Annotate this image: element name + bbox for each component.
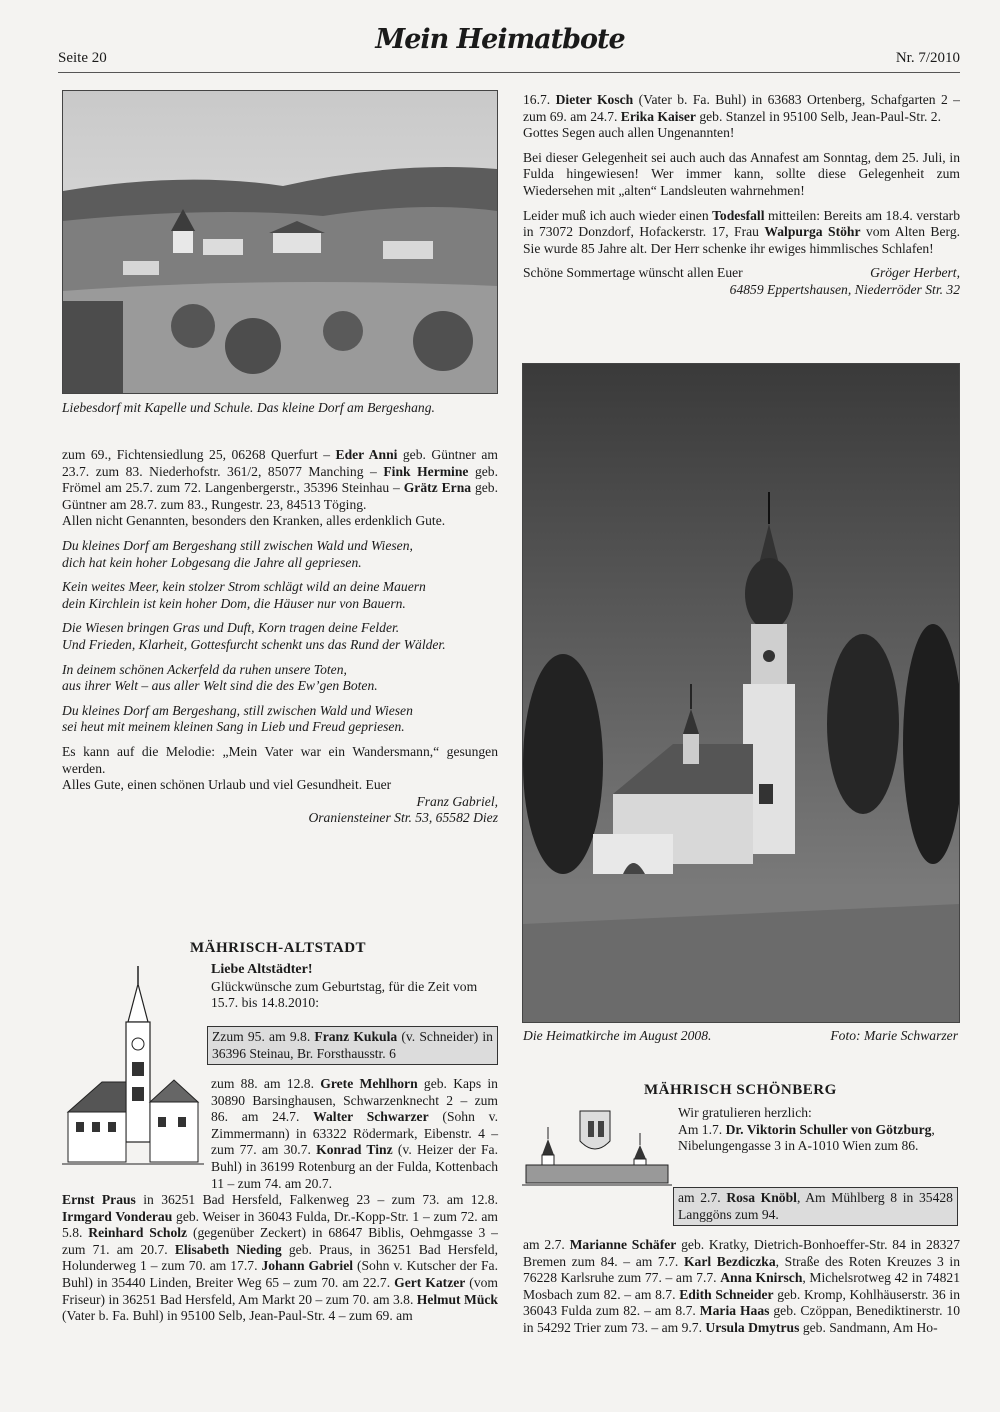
page-number: Seite 20 xyxy=(58,50,107,66)
salutation: Liebe Altstädter! xyxy=(211,962,313,977)
signature-name-right: Gröger Herbert, xyxy=(870,265,960,281)
death-notice: Leider muß ich auch wieder einen Todesfall mitteilen: Bereits am 18.4. verstarb in 73072 Donzdorf, Hofackerstr. 17, Frau Walpurga Stöhr vom Alten Berg. Sie wurde 85 Jahre alt. Der Herr schenke ihr ewiges himmlisches Schlafen! xyxy=(523,207,961,256)
poem-line: aus ihrer Welt – aus aller Welt sind die des Ew’gen Boten. xyxy=(62,678,378,694)
church-photo xyxy=(522,363,960,1023)
poem-line: Die Wiesen bringen Gras und Duft, Korn tragen deine Felder. xyxy=(62,620,400,636)
poem xyxy=(62,538,498,736)
intro-text: Glückwünsche zum Geburtstag, für die Zeit vom 15.7. bis 14.8.2010: xyxy=(211,978,478,1011)
section-heading-altstadt: MÄHRISCH-ALTSTADT xyxy=(190,940,367,956)
birthday-list-wide: Ernst Praus in 36251 Bad Hersfeld, Falkenweg 23 – zum 73. am 12.8. Irmgard Vonderau geb. Weiser in 36043 Fulda, Dr.-Kopp-Str. 1 – zum 72. am 5.8. Reinhard Scholz (gegenüber Zeckert) in 68647 Biblis, Oehmgasse 3 – zum 71. am 20.7. Elisabeth Nieding geb. Praus, in 36251 Bad Hersfeld, Holunderweg 1 – zum 70. am 17.7. Johann Gabriel (Sohn v. Kutscher der Fa. Buhl) in 35440 Linden, Breiter Weg 65 – zum 70. am 22.7. Gert Katzer (vom Friseur) in 36251 Bad Hersfeld, Am Markt 20 – zum 70. am 3.8. Helmut Mück (Vater b. Fa. Buhl) in 95100 Selb, Jean-Paul-Str. 4 – zum 69. am xyxy=(62,1192,498,1324)
church-photo-credit: Foto: Marie Schwarzer xyxy=(830,1028,958,1043)
signature-name: Franz Gabriel, xyxy=(416,793,498,809)
church-photo-caption: Die Heimatkirche im August 2008. xyxy=(523,1028,712,1043)
right-column-text xyxy=(523,92,960,299)
schoenberg-congrats: Wir gratulieren herzlich: Am 1.7. Dr. Viktorin Schuller von Götzburg, Nibelungengasse 3 in A-1010 Wien zum 86. xyxy=(678,1105,935,1154)
birthday-list-upper: zum 69., Fichtensiedlung 25, 06268 Querfurt – Eder Anni geb. Güntner am 23.7. zum 83. Niederhofstr. 361/2, 85077 Manching – Fink Hermine geb. Frömel am 25.7. zum 72. Langenbergerstr., 35396 Steinhau – Grätz Erna geb. Güntner am 28.7. zum 83., Rungestr. 23, 84513 Töging. xyxy=(62,447,499,512)
blessing-text: Gottes Segen auch allen Ungenannten! xyxy=(523,125,735,141)
highlight-box-schoenberg: am 2.7. Rosa Knöbl, Am Mühlberg 8 in 35428 Langgöns zum 94. xyxy=(673,1187,958,1226)
birthday-continuation: 16.7. Dieter Kosch (Vater b. Fa. Buhl) in 63683 Ortenberg, Schafgarten 2 – zum 69. am 24.7. Erika Kaiser geb. Stanzel in 95100 Selb, Jean-Paul-Str. 2. xyxy=(523,92,960,124)
poem-line: Du kleines Dorf am Bergeshang, still zwischen Wald und Wiesen xyxy=(62,702,413,718)
poem-line: Du kleines Dorf am Bergeshang still zwischen Wald und Wiesen, xyxy=(62,537,413,553)
poem-line: Und Frieden, Klarheit, Gottesfurcht schenkt uns das Rund der Wälder. xyxy=(62,636,446,652)
summer-wishes: Schöne Sommertage wünscht allen Euer xyxy=(523,265,743,281)
altstadt-intro xyxy=(211,962,498,1012)
schoenberg-town-sketch xyxy=(522,1105,672,1191)
highlight-box-altstadt: Zzum 95. am 9.8. Franz Kukula (v. Schneider) in 36396 Steinau, Br. Forsthausstr. 6 xyxy=(207,1026,498,1065)
townhall-sketch xyxy=(62,962,204,1184)
section-heading-schoenberg: MÄHRISCH SCHÖNBERG xyxy=(644,1082,837,1098)
village-photo xyxy=(62,90,498,394)
signature-address: Oraniensteiner Str. 53, 65582 Diez xyxy=(308,810,498,826)
poem-line: Kein weites Meer, kein stolzer Strom schlägt wild an deine Mauern xyxy=(62,579,426,595)
signature-address-right: 64859 Eppertshausen, Niederröder Str. 32 xyxy=(729,281,960,297)
header-rule xyxy=(58,72,960,73)
melody-note: Es kann auf die Melodie: „Mein Vater war ein Wandersmann,“ gesungen werden. xyxy=(62,743,498,776)
poem-line: dein Kirchlein ist kein hoher Dom, die Häuser nur von Bauern. xyxy=(62,595,406,611)
masthead-title: Mein Heimatbote xyxy=(375,24,625,55)
greeting-text: Allen nicht Genannten, besonders den Kranken, alles erdenklich Gute. xyxy=(62,513,446,529)
poem-line: dich hat kein hoher Lobgesang die Jahre all gepriesen. xyxy=(62,554,362,570)
poem-line: In deinem schönen Ackerfeld da ruhen unsere Toten, xyxy=(62,661,347,677)
birthday-list-narrow: zum 88. am 12.8. Grete Mehlhorn geb. Kaps in 30890 Barsinghausen, Schwarzenknecht 2 – zum 86. am 24.7. Walter Schwarzer (Sohn v. Zimmermann) in 63322 Rödermark, Eibenstr. 4 – zum 77. am 30.7. Konrad Tinz (v. Heizer der Fa. Buhl) in 36199 Rotenburg an der Fulda, Kottenbach 11 – zum 74. am 20.7. xyxy=(211,1076,498,1191)
birthday-list-schoenberg: am 2.7. Marianne Schäfer geb. Kratky, Dietrich-Bonhoeffer-Str. 84 in 28327 Bremen zum 84. – am 7.7. Karl Bezdiczka, Straße des Roten Kreuzes 3 in 76228 Karlsruhe zum 77. – am 7.7. Anna Knirsch, Michelsrotweg 42 in 74821 Mosbach zum 82. – am 8.7. Edith Schneider geb. Kromp, Kohlhäuserstr. 36 in 36043 Fulda zum 82. – am 8.7. Maria Haas geb. Czöppan, Benediktinerstr. 10 in 54292 Trier zum 73. – am 9.7. Ursula Dmytrus geb. Sandmann, Am Ho- xyxy=(523,1237,961,1335)
issue-number: Nr. 7/2010 xyxy=(895,50,960,66)
poem-line: sei heut mit meinem kleinen Sang in Lieb und Freud gepriesen. xyxy=(62,719,405,735)
annafest-text: Bei dieser Gelegenheit sei auch auch das Annafest am Sonntag, dem 25. Juli, in Fulda hingewiesen! Wer immer kann, sollte diese Gelegenheit zum Wiedersehen mit „alten“ Landsleuten wahrnehmen! xyxy=(523,149,960,198)
signature-row xyxy=(523,265,960,282)
left-column-text xyxy=(62,447,498,827)
village-photo-caption: Liebesdorf mit Kapelle und Schule. Das kleine Dorf am Bergeshang. xyxy=(62,400,435,415)
wishes-text: Alles Gute, einen schönen Urlaub und viel Gesundheit. Euer xyxy=(62,777,392,793)
